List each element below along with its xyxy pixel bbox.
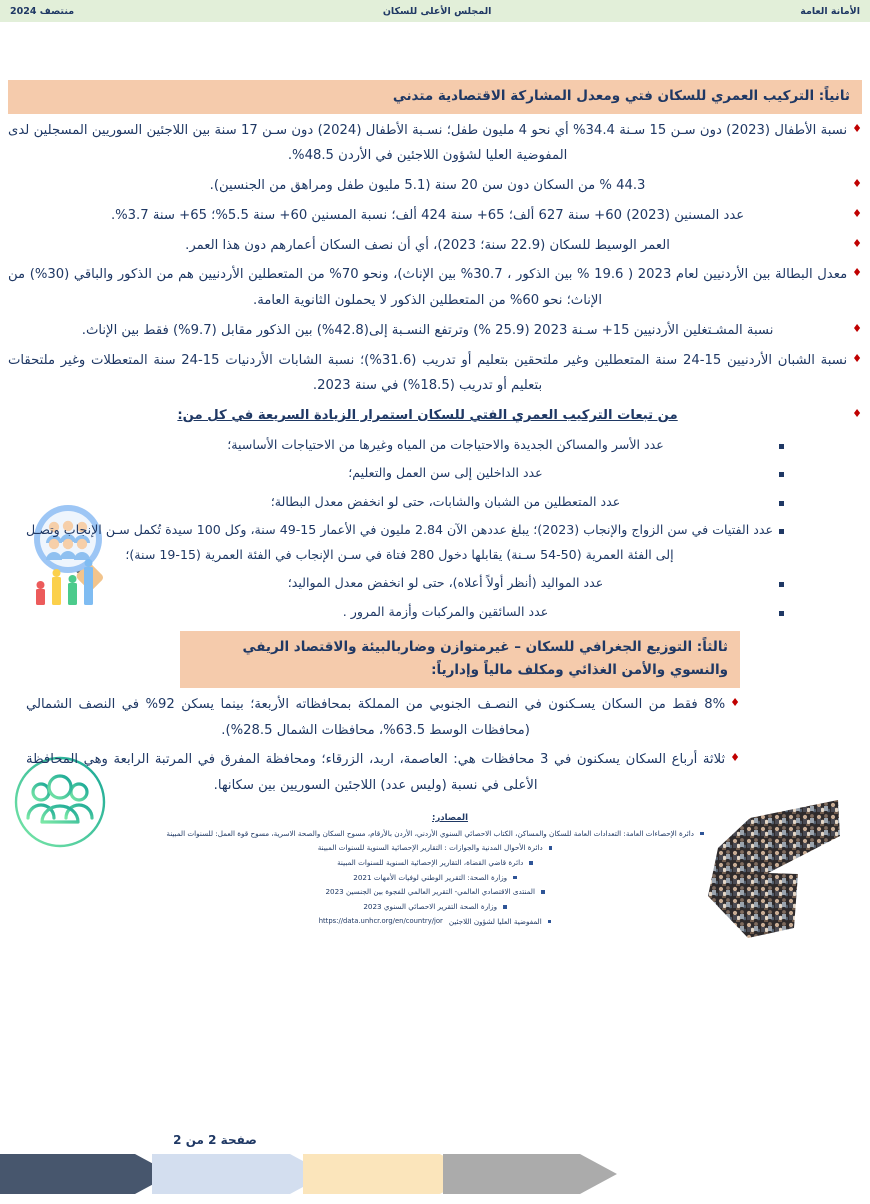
header-organization-label: الأمانة العامة	[800, 5, 860, 17]
diamond-bullet-icon: ♦	[852, 321, 862, 335]
header-council-label: المجلس الأعلى للسكان	[382, 5, 492, 17]
chevron-dark	[0, 1154, 172, 1194]
list-item	[8, 886, 862, 897]
list-item	[8, 348, 862, 399]
list-item	[8, 901, 862, 912]
chevron-gray	[443, 1154, 617, 1194]
sub-bullet-text: عدد المتعطلين من الشبان والشابات، حتى لو انخفض معدل البطالة؛	[270, 493, 621, 509]
diamond-bullet-icon: ♦	[730, 695, 740, 709]
list-item	[8, 461, 862, 486]
list-item	[8, 118, 862, 169]
bullet-text: 44.3 % من السكان دون سن 20 سنة (5.1 مليون طفل ومراهق من الجنسين).	[209, 178, 646, 194]
sub-bullet-text: عدد الأسر والمساكن الجديدة والاحتياجات من المياه وغيرها من الاحتياجات الأساسية؛	[227, 436, 664, 452]
list-item	[8, 842, 862, 853]
document-content	[8, 80, 862, 930]
square-bullet-icon	[779, 444, 784, 449]
square-bullet-icon	[779, 501, 784, 506]
list-item	[8, 692, 862, 743]
bullet-text: 8% فقط من السكان يسـكنون في النصـف الجنوبي من المملكة بمحافظاته الأربعة؛ بينما يسكن 92% في النصف الشمالي (محافظات الوسط 63.5%، محافظات الشمال 28.5%).	[26, 696, 726, 738]
section-2-heading: ثانياً: التركيب العمري للسكان فتي ومعدل المشاركة الاقتصادية متدني	[8, 80, 862, 114]
square-bullet-icon	[779, 529, 784, 534]
page-header-band	[0, 0, 870, 22]
diamond-bullet-icon: ♦	[730, 751, 740, 765]
bullet-text: العمر الوسيط للسكان (22.9 سنة؛ 2023)، أي أن نصف السكان أعمارهم دون هذا العمر.	[185, 237, 670, 253]
consequences-heading-text: من تبعات التركيب العمري الفتي للسكان استمرار الزيادة السريعة في كل من:	[177, 407, 678, 423]
square-bullet-icon	[779, 582, 784, 587]
square-bullet-icon	[549, 846, 553, 850]
list-item	[8, 828, 862, 839]
source-text: دائرة الأحوال المدنية والجوازات : التقارير الإحصائية السنوية للسنوات المبينة	[317, 843, 543, 853]
list-item-consequences-heading	[8, 403, 862, 429]
bullet-text: عدد المسنين (2023) 60+ سنة 627 ألف؛ 65+ سنة 424 ألف؛ نسبة المسنين 60+ سنة 5.5%؛ 65+ سنة 3.7%.	[110, 207, 745, 223]
sources-title: المصادر:	[431, 812, 469, 823]
source-text: المنتدى الاقتصادي العالمي- التقرير العالمي للفجوة بين الجنسين 2023	[325, 887, 535, 897]
bullet-text: معدل البطالة بين الأردنيين لعام 2023 ( 19.6 % بين الذكور ، 30.7% بين الإناث)، ونحو 70% من المتعطلين الأردنيين هم من الذكور والباقي (30%) من الإناث؛ نحو 60% من المتعطلين الذكور لا يحملون الثانوية العامة.	[8, 267, 848, 309]
bullet-text: ثلاثة أرباع السكان يسكنون في 3 محافظات هي: العاصمة، اربد، الزرقاء؛ ومحافظة المفرق في المرتبة الرابعة وهي المحافظة الأعلى في نسبة (وليس عدد) اللاجئين السوريين بين سكانها.	[26, 752, 726, 793]
sources-section	[8, 813, 862, 927]
diamond-bullet-icon: ♦	[852, 266, 862, 280]
list-item	[8, 872, 862, 883]
square-bullet-icon	[513, 876, 517, 880]
list-item	[8, 318, 862, 344]
square-bullet-icon	[503, 905, 507, 909]
diamond-bullet-icon: ♦	[852, 236, 862, 250]
sub-bullet-text: عدد المواليد (أنظر أولاً أعلاه)، حتى لو انخفض معدل المواليد؛	[287, 575, 604, 591]
footer-chevron-strip	[0, 1148, 870, 1200]
unhcr-url[interactable]: https://data.unhcr.org/en/country/jor	[318, 916, 443, 925]
section-3-heading: ثالثاً: التوزيع الجغرافي للسكان – غيرمتوازن وضاربالبيئة والاقتصاد الريفي والنسوي والأمن الغذائي ومكلف مالياً وإدارياً:	[180, 631, 740, 688]
sub-bullet-text: عدد الداخلين إلى سن العمل والتعليم؛	[348, 465, 543, 481]
list-item	[8, 747, 862, 798]
header-date-label: منتصف 2024	[10, 5, 75, 17]
diamond-bullet-icon: ♦	[852, 206, 862, 220]
sources-list	[8, 828, 862, 927]
diamond-bullet-icon: ♦	[852, 406, 862, 420]
list-item	[8, 857, 862, 868]
page-number-label: صفحة 2 من 2	[173, 1133, 257, 1147]
chevron-light-blue	[152, 1154, 327, 1194]
square-bullet-icon	[541, 890, 545, 894]
source-text: دائرة الإحصاءات العامة: التعدادات العامة للسكان والمساكن، الكتاب الاحصائي السنوي الأردني، الأردن بالأرقام، مسوح السكان والصحة الاسرية، مسوح قوة العمل: للسنوات المبينة	[166, 828, 694, 838]
list-item	[8, 518, 862, 567]
source-text: وزارة الصحة التقرير الاحصائي السنوي 2023	[363, 902, 498, 911]
source-text: وزارة الصحة: التقرير الوطني لوفيات الأمهات 2021	[353, 872, 508, 882]
list-item	[8, 600, 862, 625]
section-2-sub-bullet-list	[8, 433, 862, 625]
list-item	[8, 490, 862, 515]
list-item	[8, 233, 862, 259]
list-item	[8, 433, 862, 458]
list-item	[8, 262, 862, 313]
bullet-text: نسبة الأطفال (2023) دون سـن 15 سـنة 34.4% أي نحو 4 مليون طفل؛ نسـبة الأطفال (2024) دون سـن 17 سنة بين اللاجئين السوريين المسجلين لدى المفوضية العليا لشؤون اللاجئين في الأردن 48.5%.	[8, 122, 848, 164]
section-2-bullet-list	[8, 118, 862, 429]
square-bullet-icon	[529, 861, 533, 865]
diamond-bullet-icon: ♦	[852, 351, 862, 365]
list-item	[8, 916, 862, 927]
square-bullet-icon	[700, 832, 704, 836]
square-bullet-icon	[548, 920, 552, 924]
bullet-text: نسبة الشبان الأردنيين 15-24 سنة المتعطلين وغير ملتحقين بتعليم أو تدريب (31.6%)؛ نسبة الشابات الأردنيات 15-24 سنة المتعطلات وغير ملتحقات بتعليم أو تدريب (18.5%) في سنة 2023.	[8, 352, 848, 394]
sub-bullet-text: عدد الفتيات في سن الزواج والإنجاب (2023)؛ يبلغ عددهن الآن 2.84 مليون في الأعمار 15-49 سنة، وكل 100 سيدة تُكمل سـن الإنجاب وتصـل إلى الفئة العمرية (50-54 سـنة) يقابلها دخول 280 فتاة في سـن الإنجاب في الفئة العمرية (15-19 سنة)؛	[26, 522, 773, 562]
list-item	[8, 173, 862, 199]
section-3-bullet-list	[8, 692, 862, 799]
square-bullet-icon	[779, 472, 784, 477]
section-3-block	[8, 631, 862, 799]
sub-bullet-text: عدد السائقين والمركبات وأزمة المرور .	[342, 603, 549, 619]
list-item	[8, 203, 862, 229]
diamond-bullet-icon: ♦	[852, 177, 862, 191]
list-item	[8, 571, 862, 596]
source-text: المفوضية العليا لشؤون اللاجئين	[448, 916, 542, 926]
diamond-bullet-icon: ♦	[852, 121, 862, 135]
bullet-text: نسبة المشـتغلين الأردنيين 15+ سـنة 2023 (25.9 %) وترتفع النسـبة إلى(42.8%) بين الذكور مقابل (9.7%) فقط بين الإناث.	[81, 322, 774, 338]
source-text: دائرة قاضي القضاة، التقارير الإحصائية السنوية للسنوات المبينة	[337, 858, 524, 868]
square-bullet-icon	[779, 611, 784, 616]
